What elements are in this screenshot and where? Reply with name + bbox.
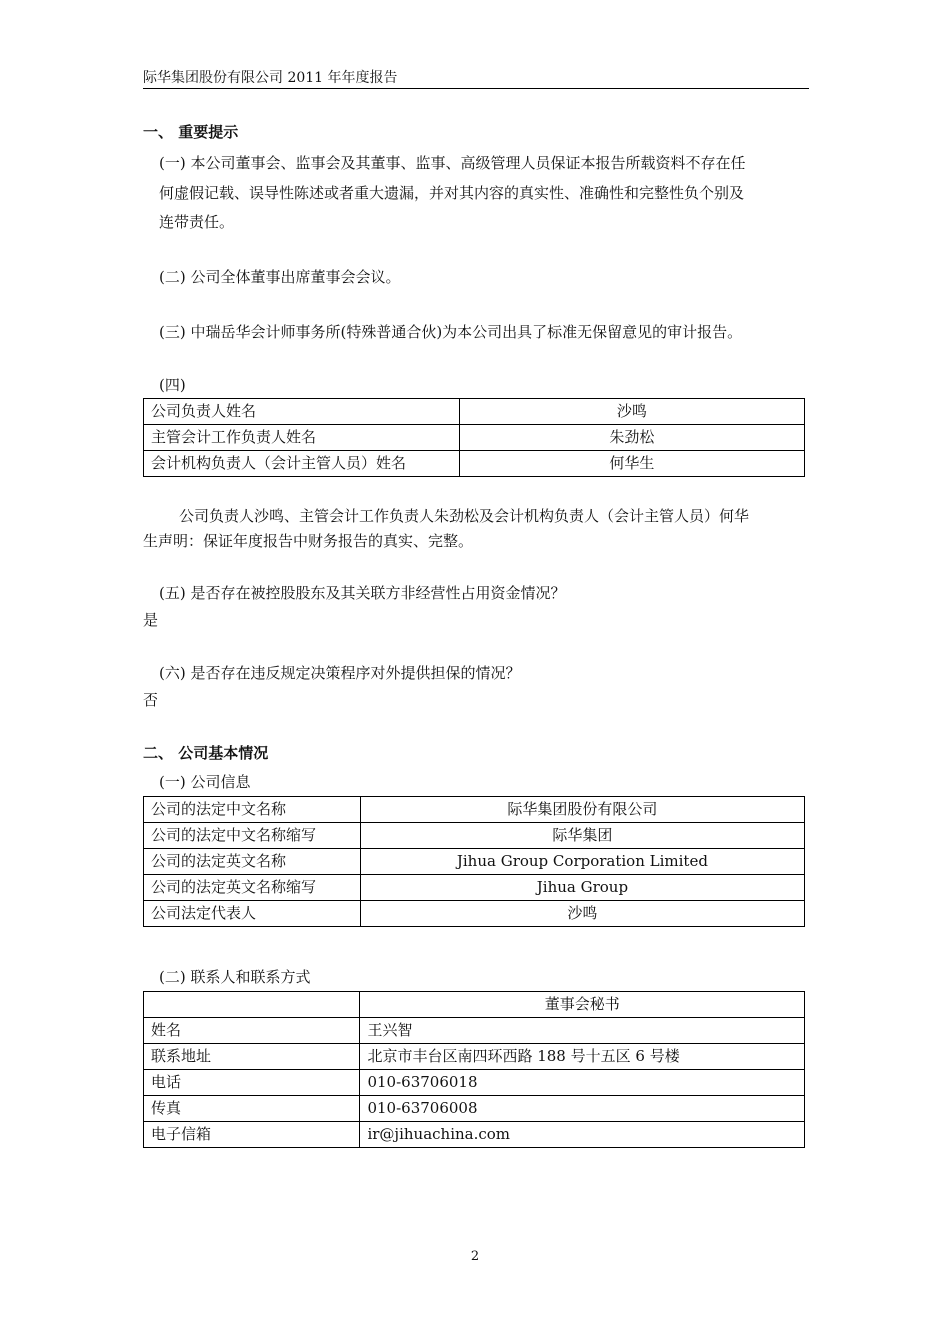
statement-line-1: 公司负责人沙鸣、主管会计工作负责人朱劲松及会计机构负责人（会计主管人员）何华 xyxy=(179,507,750,525)
table-cell-label: 公司法定代表人 xyxy=(144,901,361,927)
question-6: (六) 是否存在违反规定决策程序对外提供担保的情况？ xyxy=(159,664,521,682)
table-cell-value: 际华集团 xyxy=(360,823,804,849)
table-cell-label: 公司的法定英文名称 xyxy=(144,849,361,875)
table-row xyxy=(144,823,805,849)
table-cell-empty xyxy=(144,992,360,1018)
table-row xyxy=(144,451,805,477)
answer-5: 是 xyxy=(143,611,159,629)
table-cell-label: 公司的法定中文名称缩写 xyxy=(144,823,361,849)
paragraph-1-line-3: 连带责任。 xyxy=(159,213,235,231)
question-5: (五) 是否存在被控股股东及其关联方非经营性占用资金情况？ xyxy=(159,584,566,602)
table-cell-value: 010-63706018 xyxy=(360,1070,805,1096)
paragraph-2: (二) 公司全体董事出席董事会会议。 xyxy=(159,268,401,286)
table-cell-value: ir@jihuachina.com xyxy=(360,1122,805,1148)
table-row xyxy=(144,1018,805,1044)
table-cell-value: 北京市丰台区南四环西路 188 号十五区 6 号楼 xyxy=(360,1044,805,1070)
table-cell-label: 公司的法定英文名称缩写 xyxy=(144,875,361,901)
table-row xyxy=(144,901,805,927)
table-row xyxy=(144,425,805,451)
table-cell-value: 朱劲松 xyxy=(459,425,804,451)
table-row xyxy=(144,399,805,425)
table-cell-label: 电话 xyxy=(144,1070,360,1096)
table-row xyxy=(144,1070,805,1096)
paragraph-3: (三) 中瑞岳华会计师事务所(特殊普通合伙)为本公司出具了标准无保留意见的审计报告。 xyxy=(159,323,743,341)
answer-6: 否 xyxy=(143,691,159,709)
table-row xyxy=(144,875,805,901)
table-cell-label: 主管会计工作负责人姓名 xyxy=(144,425,460,451)
section-2-title: 二、 公司基本情况 xyxy=(143,744,269,762)
table-cell-value: 王兴智 xyxy=(360,1018,805,1044)
table-row xyxy=(144,849,805,875)
table-cell-label: 公司的法定中文名称 xyxy=(144,797,361,823)
table-cell-value: Jihua Group xyxy=(360,875,804,901)
subsection-contacts: (二) 联系人和联系方式 xyxy=(159,968,311,986)
table-row xyxy=(144,797,805,823)
table-row xyxy=(144,1096,805,1122)
table-cell-value: 010-63706008 xyxy=(360,1096,805,1122)
table-cell-label: 会计机构负责人（会计主管人员）姓名 xyxy=(144,451,460,477)
table-row xyxy=(144,1122,805,1148)
table-row xyxy=(144,1044,805,1070)
section-1-title: 一、 重要提示 xyxy=(143,123,239,141)
table-header-secretary: 董事会秘书 xyxy=(360,992,805,1018)
table-header-row xyxy=(144,992,805,1018)
table-cell-label: 公司负责人姓名 xyxy=(144,399,460,425)
paragraph-1-line-1: (一) 本公司董事会、监事会及其董事、监事、高级管理人员保证本报告所载资料不存在任 xyxy=(159,154,746,172)
report-header: 际华集团股份有限公司 2011 年年度报告 xyxy=(143,70,398,86)
table-cell-label: 姓名 xyxy=(144,1018,360,1044)
paragraph-1-line-2: 何虚假记载、误导性陈述或者重大遗漏，并对其内容的真实性、准确性和完整性负个别及 xyxy=(159,184,745,202)
table-cell-value: 沙鸣 xyxy=(459,399,804,425)
header-divider xyxy=(143,88,809,89)
contacts-table xyxy=(143,991,805,1148)
statement-line-2: 生声明：保证年度报告中财务报告的真实、完整。 xyxy=(143,532,474,550)
table-cell-label: 传真 xyxy=(144,1096,360,1122)
responsible-persons-table xyxy=(143,398,805,477)
table-cell-value: Jihua Group Corporation Limited xyxy=(360,849,804,875)
subsection-company-info: (一) 公司信息 xyxy=(159,773,251,791)
table-cell-label: 电子信箱 xyxy=(144,1122,360,1148)
company-info-table xyxy=(143,796,805,927)
paragraph-4-label: (四) xyxy=(159,376,186,394)
table-cell-value: 何华生 xyxy=(459,451,804,477)
table-cell-label: 联系地址 xyxy=(144,1044,360,1070)
table-cell-value: 际华集团股份有限公司 xyxy=(360,797,804,823)
table-cell-value: 沙鸣 xyxy=(360,901,804,927)
page-number: 2 xyxy=(470,1249,480,1264)
